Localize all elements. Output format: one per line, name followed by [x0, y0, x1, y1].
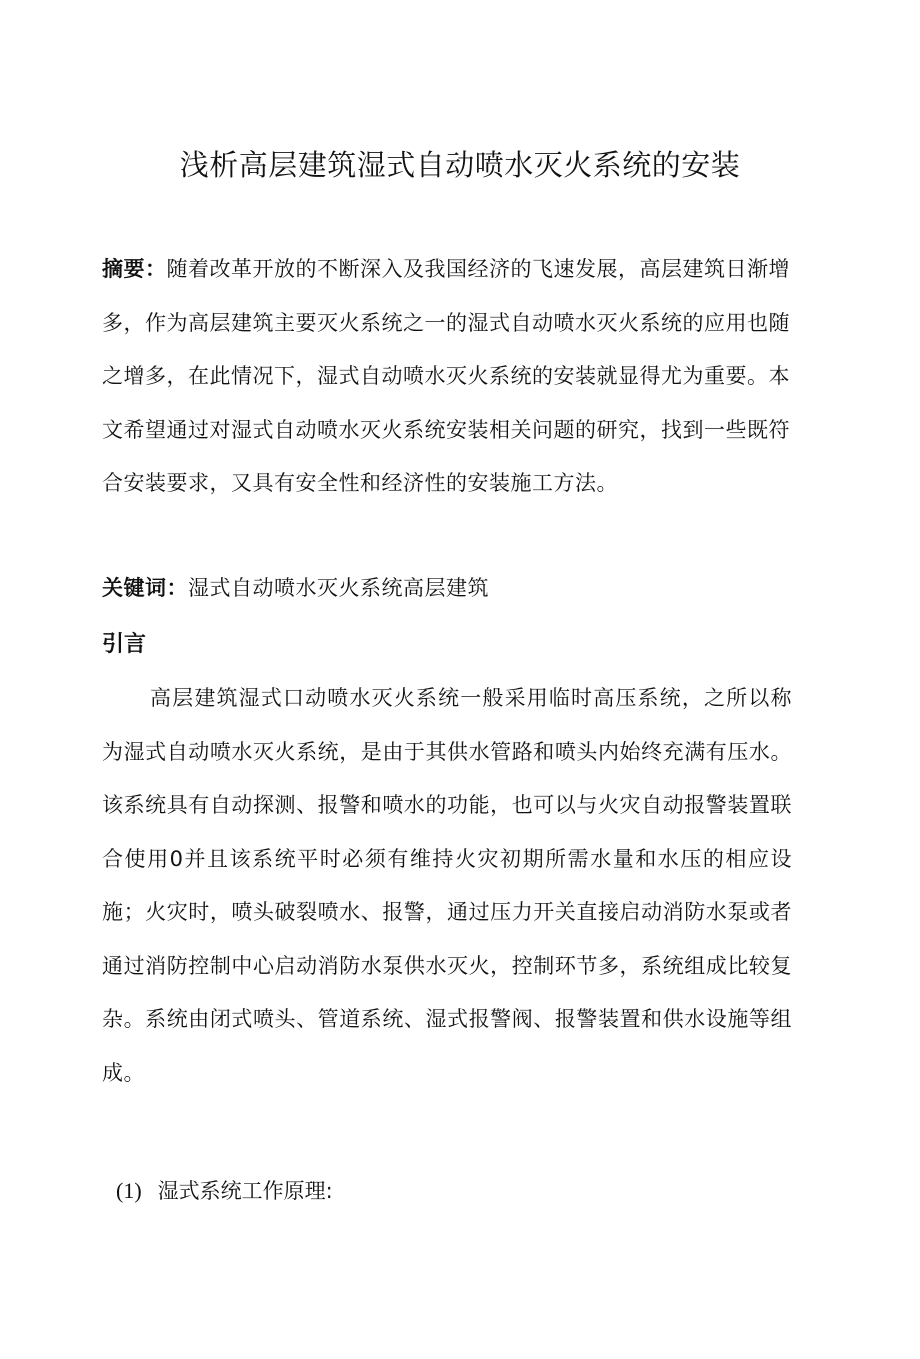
keywords-text: 湿式自动喷水灭火系统高层建筑 — [188, 576, 489, 600]
section-title: 湿式系统工作原理: — [157, 1179, 333, 1203]
section-heading — [116, 1166, 333, 1216]
abstract-text: 随着改革开放的不断深入及我国经济的飞速发展，高层建筑日渐增多，作为高层建筑主要灭火系统之一的湿式自动喷水灭火系统的应用也随之增多，在此情况下，湿式自动喷水灭火系统的安装就显得尤为重要。本文希望通过对湿式自动喷水灭火系统安装相关问题的研究，找到一些既符合安装要求，又具有安全性和经济性的安装施工方法。 — [102, 257, 790, 495]
page-title: 浅析高层建筑湿式自动喷水灭火系统的安装 — [179, 148, 741, 182]
abstract-paragraph — [102, 243, 792, 511]
keywords-paragraph — [102, 562, 792, 616]
intro-paragraph: 高层建筑湿式口动喷水灭火系统一般采用临时高压系统，之所以称为湿式自动喷水灭火系统，是由于其供水管路和喷头内始终充满有压水。该系统具有自动探测、报警和喷水的功能，也可以与火灾自动报警装置联合使用0并且该系统平时必须有维持火灾初期所需水量和水压的相应设施；火灾时，喷头破裂喷水、报警，通过压力开关直接启动消防水泵或者通过消防控制中心启动消防水泵供水灭火，控制环节多，系统组成比较复杂。系统由闭式喷头、管道系统、湿式报警阀、报警装置和供水设施等组成。 — [102, 686, 792, 1085]
keywords-label: 关键词： — [102, 576, 188, 600]
abstract-label: 摘要： — [102, 257, 167, 281]
intro-heading: 引言 — [102, 632, 147, 657]
section-number: (1) — [116, 1178, 142, 1203]
